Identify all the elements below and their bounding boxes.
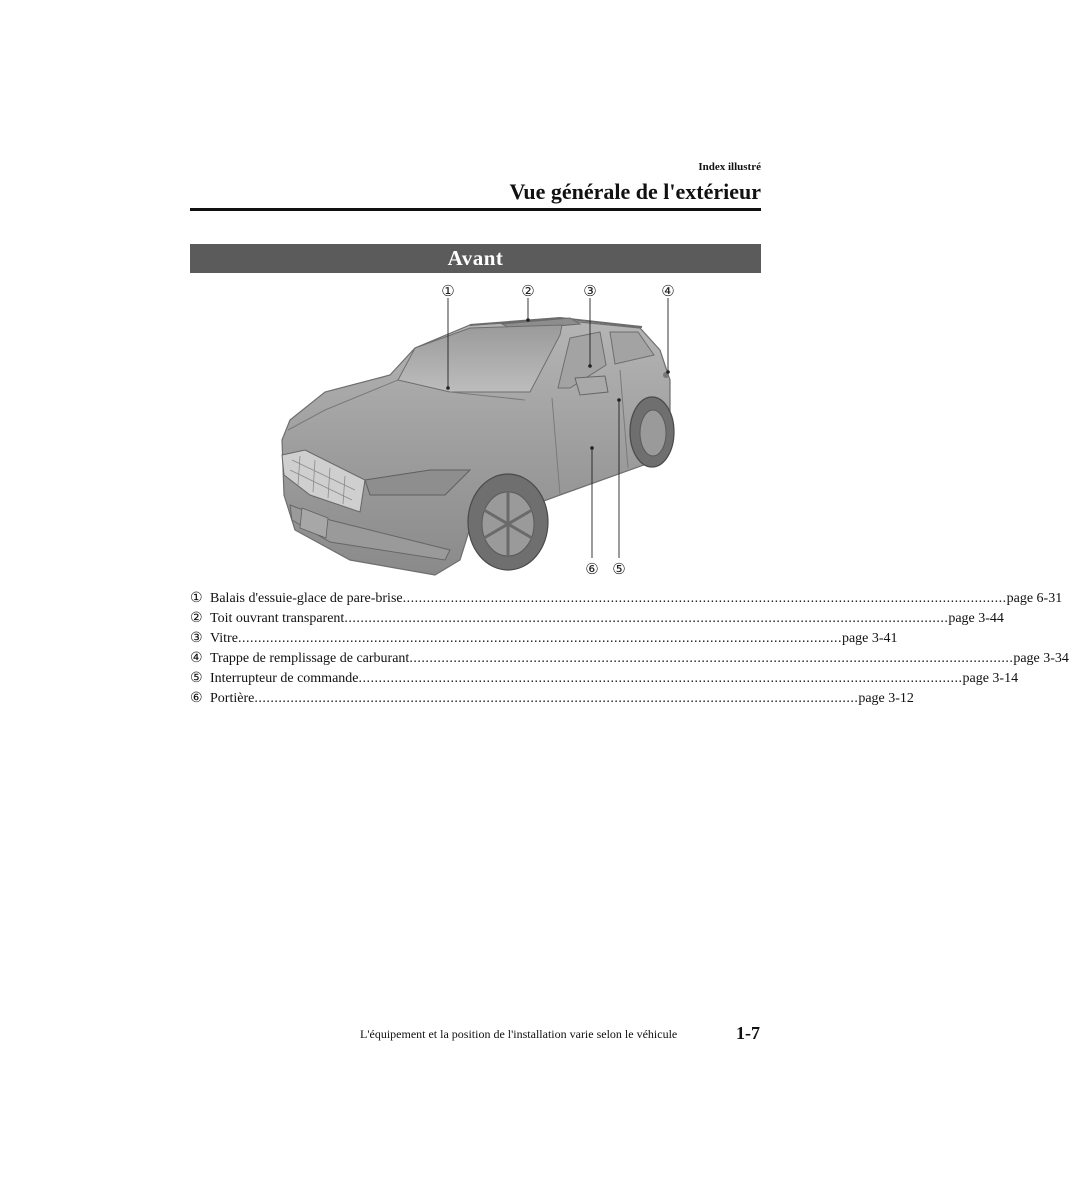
leader-dots: ....................................................................................................................................................... (409, 651, 1014, 666)
list-item (190, 669, 1019, 689)
callout-5: ⑤ (612, 560, 626, 578)
item-number: ③ (190, 631, 203, 646)
item-name: Interrupteur de commande (210, 671, 359, 686)
callout-4: ④ (661, 282, 675, 300)
page-reference[interactable]: page 6-31 (1006, 591, 1063, 606)
callout-2: ② (521, 282, 535, 300)
leader-dots: ....................................................................................................................................................... (237, 631, 842, 646)
leader-dots: ....................................................................................................................................................... (254, 691, 859, 706)
leader-dots: ....................................................................................................................................................... (358, 671, 963, 686)
header-rule (190, 208, 761, 211)
leader-dots: ....................................................................................................................................................... (402, 591, 1007, 606)
item-number: ⑥ (190, 691, 203, 706)
page-title: Vue générale de l'extérieur (509, 179, 761, 204)
callout-6: ⑥ (585, 560, 599, 578)
item-name: Balais d'essuie-glace de pare-brise (210, 591, 403, 606)
page-reference[interactable]: page 3-14 (962, 671, 1019, 686)
side-mirror (575, 376, 608, 395)
list-item (190, 689, 914, 709)
list-item (190, 629, 898, 649)
item-number: ⑤ (190, 671, 203, 686)
page-reference[interactable]: page 3-12 (858, 691, 914, 706)
rear-wheel-rim (640, 410, 666, 456)
item-name: Toit ouvrant transparent (210, 611, 345, 626)
item-name: Vitre (210, 631, 238, 646)
page-reference[interactable]: page 3-44 (948, 611, 1004, 626)
item-number: ④ (190, 651, 203, 666)
callout-3: ③ (583, 282, 597, 300)
section-label: Index illustré (698, 161, 761, 173)
footer-note: L'équipement et la position de l'installation varie selon le véhicule (360, 1027, 678, 1041)
parts-list (190, 589, 1069, 709)
item-number: ② (190, 611, 203, 626)
item-name: Portière (210, 691, 255, 706)
vehicle-illustration (270, 280, 690, 580)
section-banner: Avant (190, 244, 761, 273)
page-reference[interactable]: page 3-34 (1013, 651, 1069, 666)
item-number: ① (190, 591, 203, 606)
vehicle-illustration-svg (270, 280, 690, 580)
page-reference[interactable]: page 3-41 (841, 631, 898, 646)
leader-dots: ....................................................................................................................................................... (344, 611, 949, 626)
list-item (190, 589, 1063, 609)
item-name: Trappe de remplissage de carburant (210, 651, 410, 666)
list-item (190, 609, 1004, 629)
page-header (190, 160, 761, 206)
list-item (190, 649, 1069, 669)
page-number: 1-7 (736, 1023, 760, 1043)
callout-1: ① (441, 282, 455, 300)
